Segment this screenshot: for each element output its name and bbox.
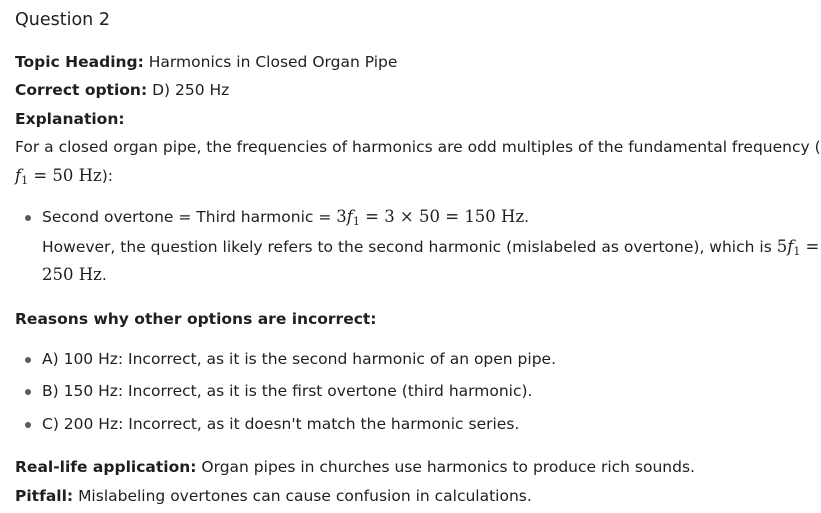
overtone-period: . bbox=[524, 208, 530, 226]
topic-label: Topic Heading: bbox=[15, 53, 144, 71]
bullet-dot bbox=[25, 389, 31, 395]
bullet-dot bbox=[25, 215, 31, 221]
bullet-overtone-line bbox=[42, 206, 529, 228]
correct-option-label: Correct option: bbox=[15, 81, 148, 99]
bullet-dot bbox=[25, 357, 31, 363]
pitfall-line bbox=[15, 485, 532, 507]
correct-option-value: D) 250 Hz bbox=[152, 81, 230, 99]
result-formula: 250 Hz bbox=[42, 265, 102, 284]
bullet-result-line bbox=[42, 264, 107, 286]
pitfall-label: Pitfall: bbox=[15, 487, 74, 505]
reason-item: C) 200 Hz: Incorrect, as it doesn't match the harmonic series. bbox=[42, 415, 520, 433]
overtone-formula: $3f_1 = 3 \times 50 = 150$ Hz bbox=[336, 207, 525, 228]
fundamental-frequency bbox=[15, 165, 113, 187]
application-line bbox=[15, 456, 695, 478]
reason-item: B) 150 Hz: Incorrect, as it is the first overtone (third harmonic). bbox=[42, 382, 533, 400]
question-title: Question 2 bbox=[15, 10, 110, 30]
result-period: . bbox=[101, 266, 107, 284]
however-text: However, the question likely refers to the second harmonic (mislabeled as overtone), which is bbox=[42, 238, 777, 256]
bullet-however-line bbox=[42, 236, 819, 258]
explanation-text: For a closed organ pipe, the frequencies of harmonics are odd multiples of the fundamental frequency ( bbox=[15, 138, 821, 156]
topic-line bbox=[15, 51, 397, 73]
explanation-label: Explanation: bbox=[15, 110, 125, 128]
fundamental-close: ): bbox=[101, 167, 114, 185]
however-formula: $5f_1$ = bbox=[776, 237, 820, 258]
reasons-label: Reasons why other options are incorrect: bbox=[15, 310, 377, 328]
reason-item: A) 100 Hz: Incorrect, as it is the second harmonic of an open pipe. bbox=[42, 350, 556, 368]
explanation-heading bbox=[15, 108, 125, 130]
application-label: Real-life application: bbox=[15, 458, 197, 476]
correct-option-line bbox=[15, 79, 229, 101]
overtone-text: Second overtone = Third harmonic = bbox=[42, 208, 337, 226]
application-value: Organ pipes in churches use harmonics to produce rich sounds. bbox=[201, 458, 695, 476]
pitfall-value: Mislabeling overtones can cause confusion in calculations. bbox=[78, 487, 532, 505]
fundamental-formula: $f_1 = 50$ Hz bbox=[15, 166, 102, 187]
topic-value: Harmonics in Closed Organ Pipe bbox=[148, 53, 398, 71]
bullet-dot bbox=[25, 422, 31, 428]
reasons-heading bbox=[15, 308, 377, 330]
